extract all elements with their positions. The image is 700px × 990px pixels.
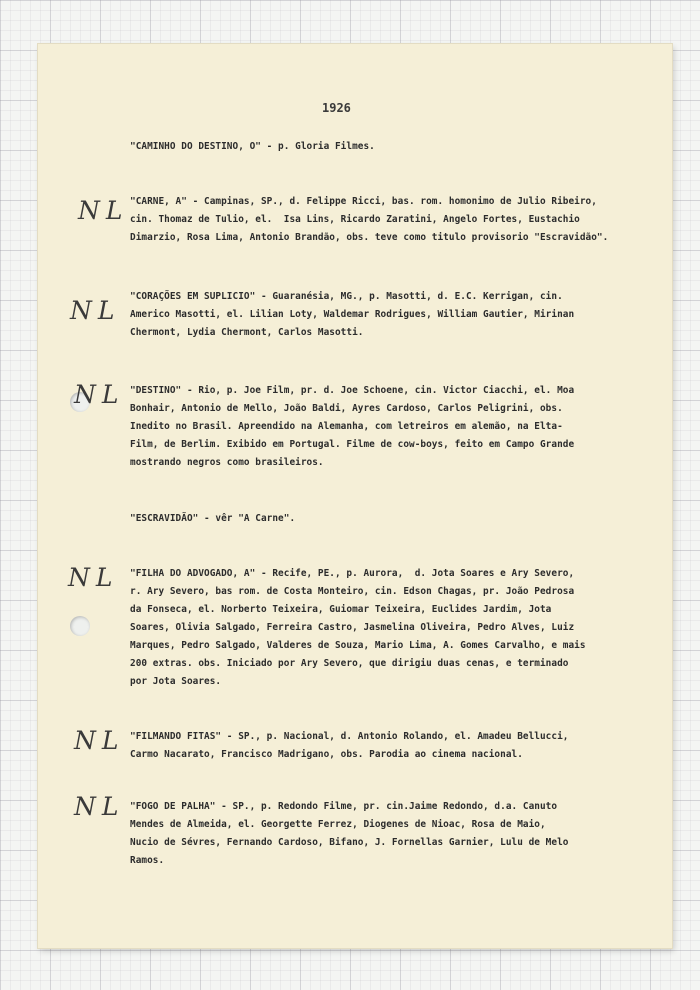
entry-line: mostrando negros como brasileiros. — [130, 457, 324, 468]
entry-line: Americo Masotti, el. Lilian Loty, Waldemar Rodrigues, William Gautier, Mirinan — [130, 309, 575, 320]
entry-line: "FOGO DE PALHA" - SP., p. Redondo Filme, pr. cin.Jaime Redondo, d.a. Canuto — [130, 801, 558, 812]
entry-line: 200 extras. obs. Iniciado por Ary Severo, que dirigiu duas cenas, e terminado — [130, 658, 569, 669]
entry-line: Ramos. — [130, 855, 165, 866]
entry-line: r. Ary Severo, bas rom. de Costa Monteiro, cin. Edson Chagas, pr. João Pedrosa — [130, 586, 575, 597]
entry-line: por Jota Soares. — [130, 676, 222, 687]
entry-line: Soares, Olivia Salgado, Ferreira Castro, Jasmelina Oliveira, Pedro Alves, Luiz — [130, 622, 575, 633]
entry-line: Nucio de Sévres, Fernando Cardoso, Bifano, J. Fornellas Garnier, Lulu de Melo — [130, 837, 569, 848]
film-entry — [130, 510, 675, 528]
film-entry — [130, 193, 675, 247]
film-entry — [130, 798, 675, 870]
entry-line: "DESTINO" - Rio, p. Joe Film, pr. d. Joe Schoene, cin. Victor Ciacchi, el. Moa — [130, 385, 575, 396]
film-entry — [130, 382, 675, 472]
entry-line: da Fonseca, el. Norberto Teixeira, Guiomar Teixeira, Euclides Jardim, Jota — [130, 604, 552, 615]
margin-mark: NL — [68, 563, 119, 592]
entry-line: "FILHA DO ADVOGADO, A" - Recife, PE., p. Aurora, d. Jota Soares e Ary Severo, — [130, 568, 575, 579]
margin-mark: NL — [74, 380, 125, 409]
film-entry — [130, 728, 675, 764]
margin-mark: NL — [70, 296, 121, 325]
entry-line: "CARNE, A" - Campinas, SP., d. Felippe Ricci, bas. rom. homonimo de Julio Ribeiro, — [130, 196, 597, 207]
film-entry — [130, 565, 675, 691]
margin-mark: NL — [74, 726, 125, 755]
entry-line: Mendes de Almeida, el. Georgette Ferrez, Diogenes de Nioac, Rosa de Maio, — [130, 819, 546, 830]
entry-line: Carmo Nacarato, Francisco Madrigano, obs. Parodia ao cinema nacional. — [130, 749, 523, 760]
entry-line: Film, de Berlim. Exibido em Portugal. Filme de cow-boys, feito em Campo Grande — [130, 439, 575, 450]
punch-hole — [70, 616, 90, 636]
film-entry — [130, 288, 675, 342]
entry-line: Inedito no Brasil. Apreendido na Alemanha, com letreiros em alemão, na Elta- — [130, 421, 563, 432]
entry-line: cin. Thomaz de Tulio, el. Isa Lins, Ricardo Zaratini, Angelo Fortes, Eustachio — [130, 214, 580, 225]
page-title: 1926 — [322, 101, 351, 115]
entry-line: Chermont, Lydia Chermont, Carlos Masotti. — [130, 327, 364, 338]
film-entry — [130, 138, 675, 156]
entry-line: Marques, Pedro Salgado, Valderes de Souza, Mario Lima, A. Gomes Carvalho, e mais — [130, 640, 586, 651]
entry-line: Dimarzio, Rosa Lima, Antonio Brandão, obs. teve como titulo provisorio "Escravidão". — [130, 232, 609, 243]
margin-mark: NL — [78, 196, 129, 225]
entry-line: "CORAÇÕES EM SUPLICIO" - Guaranésia, MG., p. Masotti, d. E.C. Kerrigan, cin. — [130, 291, 563, 302]
entry-line: "ESCRAVIDÃO" - vêr "A Carne". — [130, 513, 296, 524]
margin-mark: NL — [74, 792, 125, 821]
entry-line: Bonhair, Antonio de Mello, João Baldi, Ayres Cardoso, Carlos Peligrini, obs. — [130, 403, 563, 414]
entry-line: "CAMINHO DO DESTINO, O" - p. Gloria Filmes. — [130, 141, 375, 152]
entry-line: "FILMANDO FITAS" - SP., p. Nacional, d. Antonio Rolando, el. Amadeu Bellucci, — [130, 731, 569, 742]
